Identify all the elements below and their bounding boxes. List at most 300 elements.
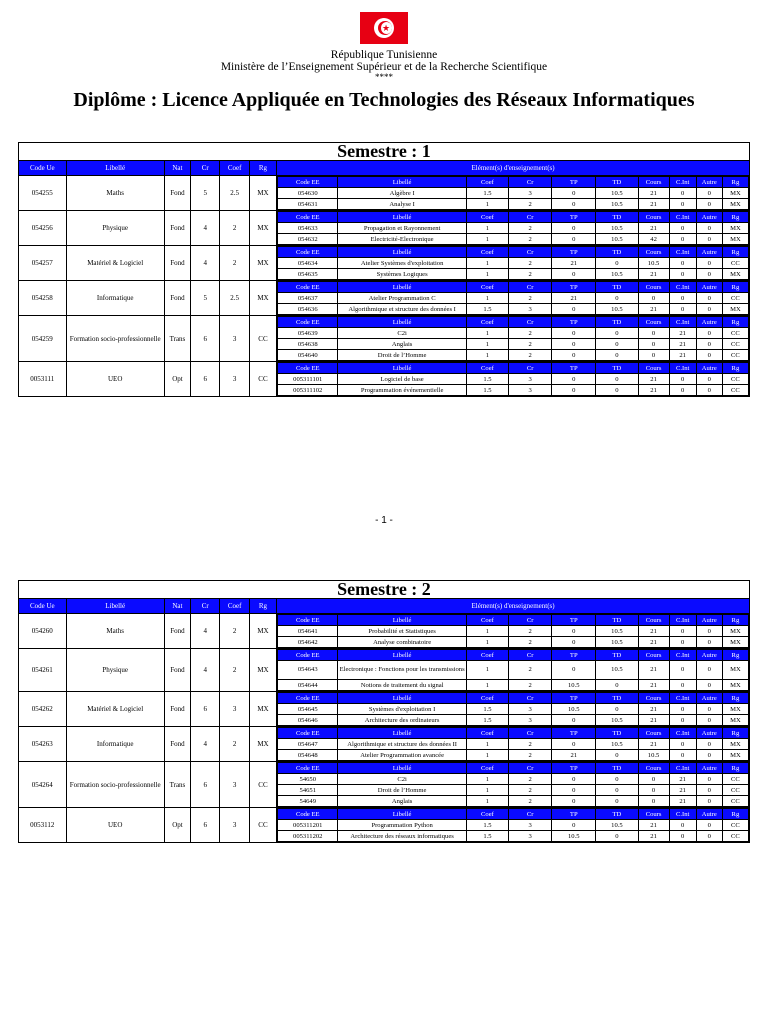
ee-cell-value: 054640: [278, 350, 338, 361]
ee-row: [278, 223, 749, 234]
ee-cell-value: 1: [466, 750, 508, 761]
ee-cell-value: 0: [552, 796, 596, 807]
ee-cell-value: CC: [722, 339, 748, 350]
ee-cell-value: 2: [509, 199, 552, 210]
ee-cell-value: Analyse I: [338, 199, 467, 210]
ee-row: [278, 661, 749, 680]
ue-row: [19, 692, 750, 727]
ee-cell-value: 21: [552, 258, 596, 269]
ee-cell-value: 0: [696, 637, 722, 648]
ee-cell-value: 0: [696, 339, 722, 350]
ue-code: 0053111: [19, 362, 67, 397]
ee-column-header: Cours: [638, 615, 669, 626]
ue-row: [19, 808, 750, 843]
ee-cell-value: 10.5: [596, 304, 638, 315]
ee-cell-value: 21: [638, 831, 669, 842]
ee-cell-value: 2: [509, 785, 552, 796]
ee-column-header: Cr: [509, 363, 552, 374]
ee-cell-value: 0: [696, 739, 722, 750]
ee-cell-value: 10.5: [552, 831, 596, 842]
ee-cell-value: 3: [509, 820, 552, 831]
ee-cell-value: 0: [669, 304, 696, 315]
ee-cell-value: 1: [466, 796, 508, 807]
ee-column-header: TD: [596, 728, 638, 739]
ee-cell-value: 21: [638, 269, 669, 280]
ee-cell-value: 0: [638, 785, 669, 796]
ue-row: [19, 614, 750, 649]
republic-name: République Tunisienne: [330, 49, 438, 61]
ee-table: [277, 808, 749, 842]
ee-column-header: Autre: [696, 282, 722, 293]
ue-column-header: Rg: [249, 599, 276, 614]
ee-column-header: C.Int: [669, 177, 696, 188]
ee-table: [277, 316, 749, 361]
ee-cell-value: 054630: [278, 188, 338, 199]
ee-cell-value: 054638: [278, 339, 338, 350]
ee-table: [277, 692, 749, 726]
ee-cell-value: Programmation événementielle: [338, 385, 467, 396]
ee-cell-value: 21: [638, 385, 669, 396]
ee-cell-value: 0: [596, 293, 638, 304]
ee-cell-value: MX: [722, 199, 748, 210]
ee-cell-value: 10.5: [596, 626, 638, 637]
ee-cell: [277, 692, 750, 727]
ee-cell-value: 21: [669, 785, 696, 796]
ee-cell-value: 0: [596, 774, 638, 785]
ee-cell-value: 1.5: [466, 188, 508, 199]
ee-cell-value: CC: [722, 385, 748, 396]
ee-cell-value: 054648: [278, 750, 338, 761]
ee-cell-value: 0: [696, 293, 722, 304]
ee-cell: [277, 762, 750, 808]
ee-column-header: TP: [552, 247, 596, 258]
ue-regime: MX: [249, 176, 276, 211]
ee-cell-value: 0: [552, 739, 596, 750]
ee-row: [278, 750, 749, 761]
ue-credits: 6: [191, 316, 220, 362]
ee-column-header: C.Int: [669, 763, 696, 774]
ue-label: Formation socio-professionnelle: [66, 316, 164, 362]
ee-cell-value: Algorithmique et structure des données I: [338, 304, 467, 315]
ee-cell-value: Anglais: [338, 339, 467, 350]
semester-title: Semestre : 1: [18, 142, 750, 160]
ee-cell-value: 2: [509, 796, 552, 807]
ee-column-header: Autre: [696, 247, 722, 258]
ee-column-header: Coef: [466, 650, 508, 661]
ee-cell-value: Algorithmique et structure des données II: [338, 739, 467, 750]
ee-cell-value: 1: [466, 661, 508, 680]
ee-cell-value: 0: [696, 626, 722, 637]
ee-cell: [277, 649, 750, 692]
ee-column-header: Code EE: [278, 615, 338, 626]
ee-cell-value: MX: [722, 626, 748, 637]
ee-column-header: Cours: [638, 650, 669, 661]
ee-cell-value: 0: [638, 339, 669, 350]
ee-column-header: Cr: [509, 282, 552, 293]
ee-cell-value: 21: [638, 820, 669, 831]
ee-column-header: Code EE: [278, 809, 338, 820]
ue-code: 054263: [19, 727, 67, 762]
ue-regime: CC: [249, 316, 276, 362]
ee-cell-value: CC: [722, 820, 748, 831]
ee-cell-value: CC: [722, 796, 748, 807]
ee-cell: [277, 246, 750, 281]
ee-cell-value: 005311101: [278, 374, 338, 385]
semester-1-section: [18, 142, 750, 397]
ee-column-header: Code EE: [278, 317, 338, 328]
ue-column-header: Coef: [220, 161, 249, 176]
ee-header-row: [278, 317, 749, 328]
ue-code: 054261: [19, 649, 67, 692]
ee-row: [278, 704, 749, 715]
ue-coefficient: 2: [220, 614, 249, 649]
ee-column-header: Cr: [509, 763, 552, 774]
ee-cell-value: 21: [669, 339, 696, 350]
stars-separator: ****: [375, 72, 393, 82]
ee-cell-value: 21: [669, 350, 696, 361]
ee-column-header: Autre: [696, 177, 722, 188]
ee-cell-value: 0: [669, 223, 696, 234]
ee-cell-value: 1: [466, 626, 508, 637]
ee-cell-value: 0: [669, 188, 696, 199]
ee-column-header: Cours: [638, 212, 669, 223]
ee-header-row: [278, 615, 749, 626]
ee-cell-value: 0: [552, 820, 596, 831]
ee-cell-value: 0: [696, 374, 722, 385]
ue-label: Formation socio-professionnelle: [66, 762, 164, 808]
ee-cell-value: Programmation Python: [338, 820, 467, 831]
ee-column-header: Code EE: [278, 693, 338, 704]
ue-label: Maths: [66, 614, 164, 649]
ee-cell-value: CC: [722, 350, 748, 361]
ee-column-header: Autre: [696, 693, 722, 704]
ee-cell: [277, 211, 750, 246]
ee-cell: [277, 316, 750, 362]
ee-cell-value: 0: [669, 637, 696, 648]
ue-regime: MX: [249, 614, 276, 649]
ee-cell-value: 054647: [278, 739, 338, 750]
ee-column-header: C.Int: [669, 317, 696, 328]
ee-cell-value: 0: [552, 661, 596, 680]
ee-cell-value: 21: [638, 661, 669, 680]
ee-cell-value: 054636: [278, 304, 338, 315]
ee-header-row: [278, 693, 749, 704]
ee-cell-value: 1: [466, 269, 508, 280]
ue-row: [19, 246, 750, 281]
ee-cell-value: MX: [722, 750, 748, 761]
ee-cell-value: Architecture des ordinateurs: [338, 715, 467, 726]
ee-column-header: TP: [552, 177, 596, 188]
ee-cell-value: 0: [669, 750, 696, 761]
ue-credits: 6: [191, 692, 220, 727]
ee-column-header: Code EE: [278, 177, 338, 188]
ee-cell-value: 0: [669, 269, 696, 280]
ee-cell-value: 0: [696, 750, 722, 761]
ee-cell-value: 21: [638, 199, 669, 210]
ue-column-header: Cr: [191, 599, 220, 614]
ee-column-header: Code EE: [278, 763, 338, 774]
ee-cell-value: 1: [466, 293, 508, 304]
ee-row: [278, 199, 749, 210]
ee-cell: [277, 362, 750, 397]
ue-credits: 6: [191, 808, 220, 843]
ue-nature: Fond: [164, 211, 190, 246]
ee-column-header: Autre: [696, 317, 722, 328]
ee-cell-value: 2: [509, 680, 552, 691]
ue-label: Matériel & Logiciel: [66, 692, 164, 727]
ee-column-header: Autre: [696, 650, 722, 661]
ee-column-header: Autre: [696, 809, 722, 820]
ee-column-header: TP: [552, 650, 596, 661]
ee-cell-value: 10.5: [638, 258, 669, 269]
ee-cell-value: 0: [596, 796, 638, 807]
ee-cell-value: 2: [509, 661, 552, 680]
semester-2-section: [18, 580, 750, 843]
ee-cell-value: 3: [509, 715, 552, 726]
ee-cell-value: 2: [509, 234, 552, 245]
ee-column-header: Autre: [696, 212, 722, 223]
ee-cell-value: 10.5: [596, 188, 638, 199]
ee-cell-value: 0: [669, 199, 696, 210]
ee-cell-value: Droit de l’Homme: [338, 350, 467, 361]
ee-column-header: Coef: [466, 282, 508, 293]
ue-coefficient: 2: [220, 727, 249, 762]
ue-code: 054259: [19, 316, 67, 362]
ee-row: [278, 304, 749, 315]
ee-cell-value: 0: [669, 739, 696, 750]
ue-credits: 6: [191, 362, 220, 397]
ee-cell-value: 1.5: [466, 820, 508, 831]
ee-cell-value: 3: [509, 385, 552, 396]
ee-cell-value: 0: [696, 304, 722, 315]
ee-column-header: TD: [596, 693, 638, 704]
ee-cell-value: 0: [669, 704, 696, 715]
diploma-title: Diplôme : Licence Appliquée en Technologies des Réseaux Informatiques: [73, 89, 695, 111]
ue-code: 054255: [19, 176, 67, 211]
ee-cell-value: Notions de traitement du signal: [338, 680, 467, 691]
ee-column-header: Cr: [509, 247, 552, 258]
ee-column-header: C.Int: [669, 650, 696, 661]
ue-code: 054260: [19, 614, 67, 649]
ee-column-header: Code EE: [278, 247, 338, 258]
ue-column-header: Coef: [220, 599, 249, 614]
ee-cell-value: 21: [638, 637, 669, 648]
ee-cell-value: 21: [638, 680, 669, 691]
ee-cell-value: 10.5: [596, 661, 638, 680]
ee-cell-value: 21: [638, 715, 669, 726]
ee-cell-value: 2: [509, 750, 552, 761]
ee-cell-value: 1: [466, 774, 508, 785]
ee-table: [277, 211, 749, 245]
ee-cell: [277, 727, 750, 762]
ee-cell-value: 0: [596, 258, 638, 269]
ee-cell-value: 3: [509, 374, 552, 385]
ee-cell-value: CC: [722, 293, 748, 304]
ee-column-header: TD: [596, 650, 638, 661]
ee-cell-value: 2: [509, 739, 552, 750]
ee-cell-value: 2: [509, 626, 552, 637]
ee-cell-value: 21: [638, 704, 669, 715]
ee-cell-value: 005311201: [278, 820, 338, 831]
ee-column-header: Code EE: [278, 212, 338, 223]
ee-cell-value: Systèmes d'exploitation I: [338, 704, 467, 715]
ue-coefficient: 3: [220, 692, 249, 727]
ee-cell-value: 0: [596, 750, 638, 761]
ue-credits: 4: [191, 614, 220, 649]
ee-cell-value: 1: [466, 328, 508, 339]
ee-cell-value: 0: [638, 328, 669, 339]
ee-column-header: C.Int: [669, 247, 696, 258]
ee-column-header: Cours: [638, 693, 669, 704]
ee-cell-value: 0: [552, 234, 596, 245]
ue-regime: MX: [249, 281, 276, 316]
ee-cell-value: Atelier Programmation avancée: [338, 750, 467, 761]
ee-cell-value: 2: [509, 293, 552, 304]
ee-cell-value: CC: [722, 831, 748, 842]
ee-column-header: Cr: [509, 615, 552, 626]
ee-cell-value: 3: [509, 831, 552, 842]
ee-column-header: Cours: [638, 809, 669, 820]
ee-cell-value: 0: [696, 258, 722, 269]
ee-cell-value: 054632: [278, 234, 338, 245]
ue-nature: Fond: [164, 692, 190, 727]
ee-column-header: Cr: [509, 809, 552, 820]
ue-label: Informatique: [66, 281, 164, 316]
ee-cell-value: 0: [669, 258, 696, 269]
ee-cell-value: 0: [696, 350, 722, 361]
document-header: [0, 12, 768, 112]
ee-group-header: Elément(s) d'enseignement(s): [277, 161, 750, 176]
ee-cell-value: 10.5: [596, 269, 638, 280]
ee-cell-value: 10.5: [596, 715, 638, 726]
ee-header-row: [278, 650, 749, 661]
ee-column-header: Cr: [509, 212, 552, 223]
ee-cell-value: 2: [509, 269, 552, 280]
ee-cell-value: 21: [669, 774, 696, 785]
ee-row: [278, 328, 749, 339]
ue-row: [19, 727, 750, 762]
ee-column-header: TP: [552, 763, 596, 774]
ee-cell-value: 0: [696, 234, 722, 245]
ee-cell-value: 0: [669, 820, 696, 831]
ue-column-header: Nat: [164, 161, 190, 176]
ue-credits: 5: [191, 176, 220, 211]
ee-table: [277, 649, 749, 691]
ee-header-row: [278, 212, 749, 223]
ee-cell-value: 0: [552, 199, 596, 210]
ue-column-header: Rg: [249, 161, 276, 176]
ee-cell-value: 0: [638, 293, 669, 304]
ee-column-header: TP: [552, 809, 596, 820]
ee-column-header: Cr: [509, 650, 552, 661]
ue-nature: Fond: [164, 649, 190, 692]
ee-cell-value: Probabilité et Statistiques: [338, 626, 467, 637]
ee-cell-value: 1: [466, 680, 508, 691]
ue-coefficient: 2.5: [220, 281, 249, 316]
ee-cell-value: 0: [596, 350, 638, 361]
ee-column-header: TP: [552, 212, 596, 223]
ee-cell-value: 54649: [278, 796, 338, 807]
ee-cell-value: 0: [669, 626, 696, 637]
ee-cell-value: MX: [722, 680, 748, 691]
ee-row: [278, 269, 749, 280]
ee-column-header: TP: [552, 363, 596, 374]
ue-credits: 4: [191, 649, 220, 692]
semester-table: [18, 598, 750, 843]
ue-regime: CC: [249, 808, 276, 843]
ee-cell-value: 0: [696, 223, 722, 234]
ee-cell-value: Atelier Programmation C: [338, 293, 467, 304]
ee-row: [278, 820, 749, 831]
ee-cell-value: 054643: [278, 661, 338, 680]
ee-column-header: Libellé: [338, 363, 467, 374]
ee-cell-value: 0: [638, 774, 669, 785]
ee-cell-value: 1: [466, 234, 508, 245]
ee-cell-value: 0: [552, 715, 596, 726]
ee-cell: [277, 614, 750, 649]
ee-column-header: Cours: [638, 177, 669, 188]
ee-column-header: Code EE: [278, 650, 338, 661]
ee-cell-value: 0: [552, 774, 596, 785]
ee-cell-value: 1.5: [466, 374, 508, 385]
ue-coefficient: 2.5: [220, 176, 249, 211]
ee-cell-value: 1.5: [466, 704, 508, 715]
ee-column-header: C.Int: [669, 282, 696, 293]
ee-cell-value: CC: [722, 328, 748, 339]
ee-cell-value: 3: [509, 304, 552, 315]
ue-code: 054257: [19, 246, 67, 281]
ee-cell-value: 10.5: [596, 234, 638, 245]
ue-row: [19, 762, 750, 808]
ee-row: [278, 637, 749, 648]
ee-cell-value: 0: [552, 188, 596, 199]
ee-cell-value: 2: [509, 258, 552, 269]
ee-row: [278, 258, 749, 269]
ee-cell-value: 2: [509, 774, 552, 785]
ee-cell-value: 1.5: [466, 304, 508, 315]
ee-cell-value: C2i: [338, 774, 467, 785]
ee-cell-value: Droit de l’Homme: [338, 785, 467, 796]
ee-cell-value: CC: [722, 785, 748, 796]
ee-column-header: C.Int: [669, 212, 696, 223]
ee-table: [277, 246, 749, 280]
ee-column-header: TP: [552, 693, 596, 704]
ee-cell: [277, 176, 750, 211]
ee-column-header: Cr: [509, 177, 552, 188]
ee-row: [278, 785, 749, 796]
ee-cell-value: 2: [509, 328, 552, 339]
ue-row: [19, 211, 750, 246]
ee-cell-value: 1: [466, 785, 508, 796]
ee-column-header: Rg: [722, 763, 748, 774]
ee-cell-value: CC: [722, 258, 748, 269]
ee-cell-value: 10.5: [552, 680, 596, 691]
ee-cell-value: 054645: [278, 704, 338, 715]
ee-row: [278, 350, 749, 361]
ee-column-header: TD: [596, 212, 638, 223]
ee-cell-value: 21: [638, 304, 669, 315]
ue-coefficient: 3: [220, 362, 249, 397]
ue-nature: Trans: [164, 316, 190, 362]
ee-column-header: Libellé: [338, 247, 467, 258]
ee-cell-value: 21: [638, 188, 669, 199]
ee-cell-value: 0: [552, 385, 596, 396]
ee-cell-value: 0: [696, 704, 722, 715]
ee-cell-value: MX: [722, 188, 748, 199]
ee-cell-value: 0: [552, 304, 596, 315]
ee-column-header: Coef: [466, 212, 508, 223]
ee-column-header: Rg: [722, 212, 748, 223]
